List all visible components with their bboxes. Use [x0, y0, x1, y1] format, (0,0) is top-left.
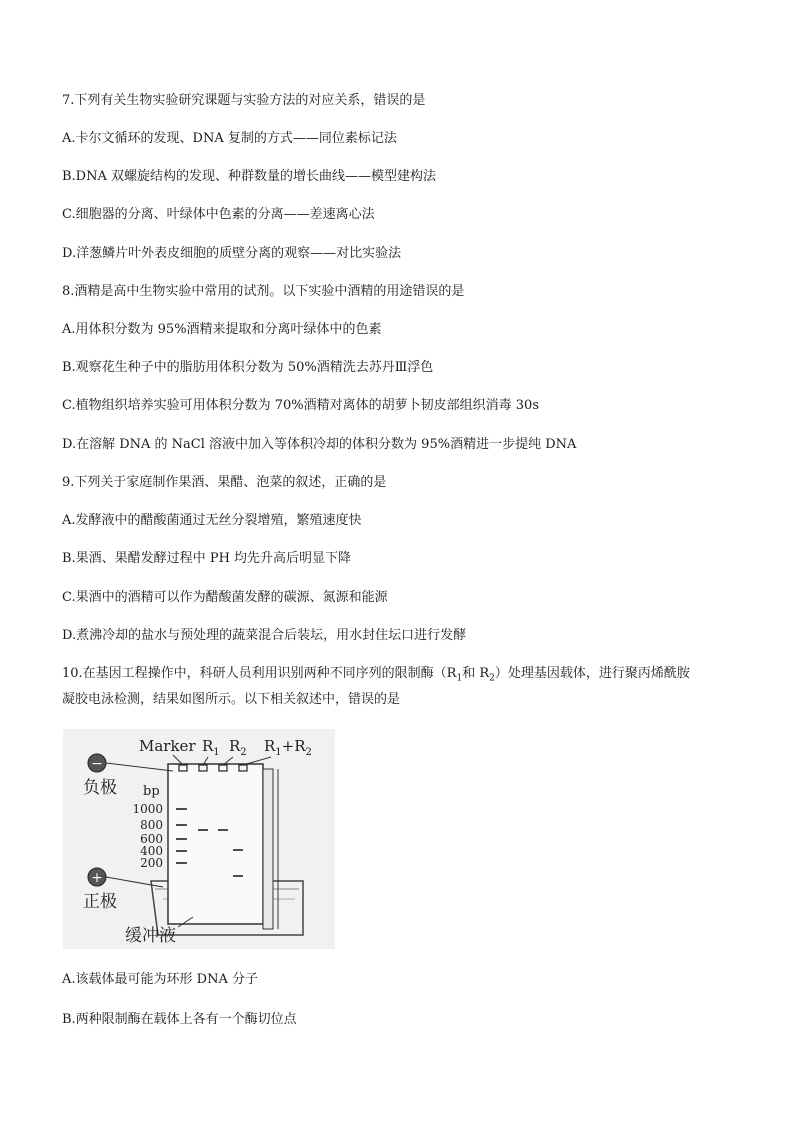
r2-label-sub: 2 [240, 747, 247, 758]
tick-400: 400 [140, 844, 163, 858]
q9-option-d: D.煮沸冷却的盐水与预处理的蔬菜混合后装坛，用水封住坛口进行发酵 [62, 628, 467, 643]
positive-wire [106, 877, 163, 887]
tick-200: 200 [140, 856, 163, 870]
gel-side-glass [263, 769, 273, 929]
r12-label-sub-b: 2 [305, 747, 312, 758]
q7-option-b: B.DNA 双螺旋结构的发现、种群数量的增长曲线——模型建构法 [62, 169, 437, 184]
q10-stem-line1 [62, 666, 690, 687]
q7-option-c: C.细胞器的分离、叶绿体中色素的分离——差速离心法 [62, 207, 375, 222]
q7-option-a: A.卡尔文循环的发现、DNA 复制的方式——同位素标记法 [62, 131, 397, 146]
q10-stem-line2: 凝胶电泳检测，结果如图所示。以下相关叙述中，错误的是 [62, 692, 401, 707]
buffer-label: 缓冲液 [125, 926, 176, 946]
r2-label [229, 737, 247, 758]
q7-option-d: D.洋葱鳞片叶外表皮细胞的质壁分离的观察——对比实验法 [62, 246, 402, 261]
r2-label-main: R [229, 737, 241, 755]
tick-800: 800 [140, 818, 163, 832]
q10-stem-part-b: 和 R [462, 666, 490, 681]
q8-option-c: C.植物组织培养实验可用体积分数为 70%酒精对离体的胡萝卜韧皮部组织消毒 30s [62, 398, 539, 413]
r1-label-sub: 1 [213, 747, 220, 758]
q7-stem: 7.下列有关生物实验研究课题与实验方法的对应关系，错误的是 [62, 93, 426, 108]
q8-option-a: A.用体积分数为 95%酒精来提取和分离叶绿体中的色素 [62, 322, 382, 337]
r1-label [202, 737, 220, 758]
tick-600: 600 [140, 832, 163, 846]
q9-option-a: A.发酵液中的醋酸菌通过无丝分裂增殖，繁殖速度快 [62, 513, 362, 528]
q10-stem-sub-1: 1 [456, 673, 463, 684]
q8-option-b: B.观察花生种子中的脂肪用体积分数为 50%酒精洗去苏丹Ⅲ浮色 [62, 360, 434, 375]
positive-label: 正极 [83, 892, 117, 912]
electrophoresis-diagram [63, 729, 335, 949]
gel-plate [168, 764, 263, 924]
q10-stem-part-a: 10.在基因工程操作中，科研人员利用识别两种不同序列的限制酶（R [62, 666, 457, 681]
q10-option-b: B.两种限制酶在载体上各有一个酶切位点 [62, 1012, 297, 1027]
negative-label: 负极 [83, 778, 117, 798]
r12-label-sub-a: 1 [275, 747, 282, 758]
negative-wire [106, 763, 173, 771]
q9-option-b: B.果酒、果醋发酵过程中 PH 均先升高后明显下降 [62, 551, 352, 566]
tick-1000: 1000 [132, 802, 163, 816]
q10-option-a: A.该载体最可能为环形 DNA 分子 [62, 972, 258, 987]
q10-stem-part-c: ）处理基因载体，进行聚丙烯酰胺 [494, 666, 690, 681]
r1-label-main: R [202, 737, 214, 755]
r12-label-r: R [264, 737, 276, 755]
positive-symbol: + [91, 870, 103, 886]
q9-option-c: C.果酒中的酒精可以作为醋酸菌发酵的碳源、氮源和能源 [62, 590, 388, 605]
q8-stem: 8.酒精是高中生物实验中常用的试剂。以下实验中酒精的用途错误的是 [62, 284, 465, 299]
electrophoresis-figure [63, 729, 335, 949]
q9-stem: 9.下列关于家庭制作果酒、果醋、泡菜的叙述，正确的是 [62, 475, 387, 490]
negative-symbol: − [91, 756, 103, 772]
marker-label: Marker [139, 737, 196, 755]
r12-label [264, 737, 312, 758]
bp-unit: bp [143, 784, 160, 799]
q8-option-d: D.在溶解 DNA 的 NaCl 溶液中加入等体积冷却的体积分数为 95%酒精进一步提纯 DNA [62, 437, 577, 452]
r12-label-plus: +R [281, 737, 306, 755]
q10-stem-sub-2: 2 [489, 673, 495, 684]
